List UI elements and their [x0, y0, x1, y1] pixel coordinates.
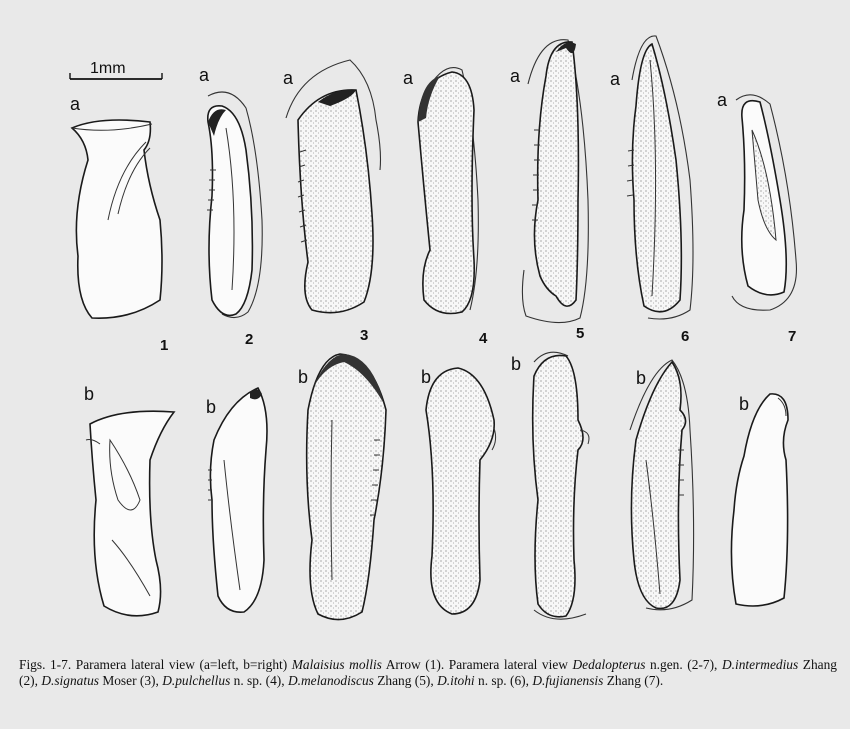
figure-1b [84, 384, 174, 616]
figure-7a [717, 90, 796, 345]
figure-7b [731, 394, 788, 606]
figure-4a [403, 68, 488, 347]
figure-number-6: 6 [681, 328, 690, 345]
figure-3b [298, 354, 386, 620]
figure-number-4: 4 [479, 330, 488, 347]
view-label-7b: b [739, 394, 750, 414]
view-label-3b: b [298, 367, 309, 387]
view-label-1a: a [70, 94, 81, 114]
view-label-2a: a [199, 65, 210, 85]
view-label-1b: b [84, 384, 95, 404]
view-label-5a: a [510, 66, 521, 86]
figure-6a [610, 36, 693, 345]
view-label-6b: b [636, 368, 647, 388]
figure-2a [199, 65, 262, 348]
figure-number-5: 5 [576, 325, 585, 342]
figure-number-1: 1 [160, 337, 169, 354]
view-label-4a: a [403, 68, 414, 88]
figure-number-3: 3 [360, 327, 369, 344]
figure-3a [283, 60, 381, 344]
view-label-7a: a [717, 90, 728, 110]
figure-number-7: 7 [788, 328, 797, 345]
figure-6b [630, 360, 694, 610]
view-label-3a: a [283, 68, 294, 88]
view-label-2b: b [206, 397, 217, 417]
figure-4b [421, 367, 496, 614]
figure-1a [70, 94, 168, 354]
view-label-4b: b [421, 367, 432, 387]
view-label-6a: a [610, 69, 621, 89]
figure-2b [206, 388, 267, 612]
figure-caption: Figs. 1-7. Paramera lateral view (a=left, b=right) Malaisius mollis Arrow (1). Paramera lateral view Dedalopterus n.gen. (2-7), D.intermedius Zhang (2), D.signatus Moser (3), D.pulchellus n. sp. (4), D.melanodiscus Zhang (5), D.itohi n. sp. (6), D.fujianensis Zhang (7). [19, 657, 837, 688]
figure-5b [511, 352, 589, 619]
figure-number-2: 2 [245, 331, 254, 348]
view-label-5b: b [511, 354, 522, 374]
scale-bar-label: 1mm [90, 60, 126, 77]
scale-bar [70, 60, 162, 79]
figure-5a [510, 40, 588, 342]
